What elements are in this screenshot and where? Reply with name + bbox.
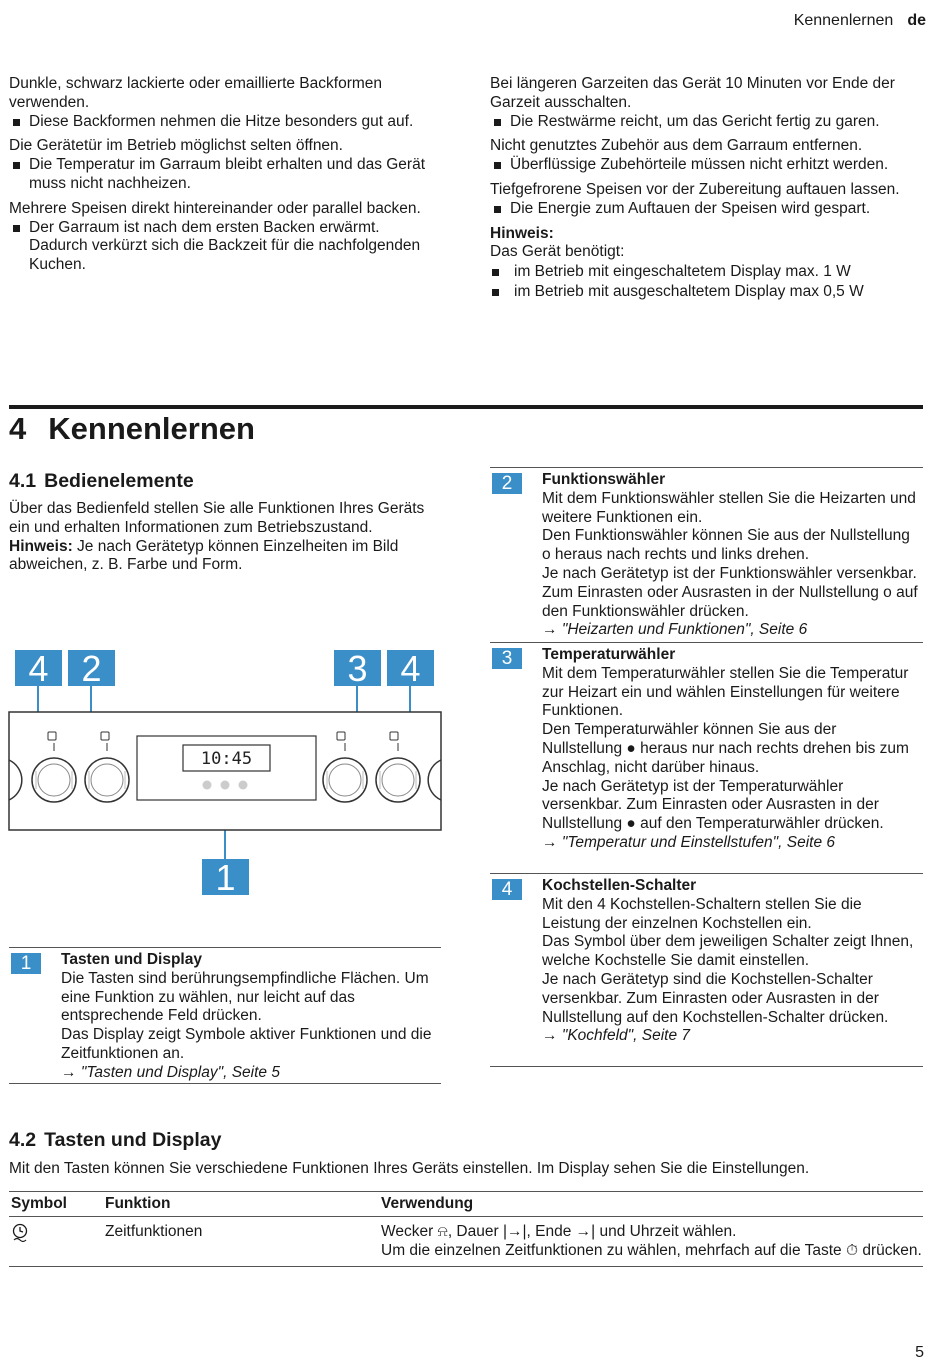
function-knob	[85, 758, 129, 802]
tip-bullet: Die Energie zum Auftauen der Speisen wird gespart.	[490, 200, 915, 219]
legend-text: Das Display zeigt Symbole aktiver Funktionen und die Zeitfunktionen an.	[61, 1026, 432, 1062]
tip-block	[9, 75, 439, 131]
temperature-knob	[323, 758, 367, 802]
table-header: Symbol	[9, 1192, 103, 1217]
legend-text: Mit dem Funktionswähler stellen Sie die Heizarten und weitere Funktionen ein.	[542, 489, 916, 526]
legend-text: Die Tasten sind berührungsempfindliche Flächen. Um eine Funktion zu wählen, nur leicht auf das entsprechende Feld drücken.	[61, 969, 429, 1025]
running-header	[794, 12, 926, 31]
chapter-heading	[9, 410, 255, 448]
note-block	[490, 225, 915, 302]
chapter-number: 4	[9, 411, 27, 446]
touch-key	[239, 781, 248, 790]
section-text: Über das Bedienfeld stellen Sie alle Funktionen Ihres Geräts ein und erhalten Informationen zum Betriebszustand.	[9, 500, 425, 536]
chapter-rule	[9, 405, 923, 409]
note-item: im Betrieb mit ausgeschaltetem Display max 0,5 W	[490, 283, 915, 302]
display-time: 10:45	[200, 749, 253, 769]
legend-item-4	[492, 877, 920, 1046]
legend-item-1	[11, 951, 441, 1083]
section-heading	[9, 469, 194, 493]
legend-badge: 1	[11, 953, 41, 974]
header-section: Kennenlernen	[793, 12, 894, 29]
note-item: im Betrieb mit eingeschaltetem Display max. 1 W	[490, 263, 915, 282]
tip-block	[490, 75, 915, 131]
legend-item-3	[492, 646, 920, 853]
legend-title: Tasten und Display	[61, 951, 202, 968]
legend-text: Den Funktionswähler können Sie aus der Nullstellung o heraus nach rechts und links drehen.	[542, 527, 910, 564]
callout-label: 3	[347, 648, 368, 689]
cross-reference: → "Temperatur und Einstellstufen", Seite 6	[542, 833, 836, 851]
section-hint: Hinweis: Je nach Gerätetyp können Einzelheiten im Bild abweichen, z. B. Farbe und Form.	[9, 537, 399, 574]
table-row	[9, 1216, 923, 1267]
tip-text: Dunkle, schwarz lackierte oder emaillierte Backformen verwenden.	[9, 75, 383, 111]
legend-title: Funktionswähler	[542, 471, 666, 488]
legend-badge: 2	[492, 473, 522, 494]
legend-title: Kochstellen-Schalter	[542, 877, 697, 894]
tip-block	[490, 137, 915, 175]
use-line: Wecker ⍾, Dauer |→|, Ende →| und Uhrzeit wählen.	[381, 1222, 737, 1240]
legend-title: Temperaturwähler	[542, 646, 676, 663]
callout-label: 2	[81, 648, 102, 689]
legend-text: Je nach Gerätetyp ist der Funktionswähler versenkbar. Zum Einrasten oder Ausrasten in der Nullstellung o auf den Funktionswähler drücken.	[542, 564, 918, 620]
section-title: Tasten und Display	[44, 1129, 222, 1151]
legend-badge: 4	[492, 879, 522, 900]
callout-label: 4	[400, 648, 421, 689]
callout-label: 4	[28, 648, 49, 689]
tip-text: Mehrere Speisen direkt hintereinander oder parallel backen.	[9, 199, 421, 217]
table-header: Verwendung	[379, 1192, 923, 1217]
tip-block	[490, 181, 915, 219]
use-line: Um die einzelnen Zeitfunktionen zu wählen, mehrfach auf die Taste ⏱ drücken.	[381, 1241, 922, 1259]
section-intro	[9, 500, 439, 575]
item-bottom-rule	[490, 1066, 923, 1067]
timer-clock-icon	[11, 1223, 29, 1243]
tip-block	[9, 137, 439, 193]
callout-label: 1	[215, 857, 236, 898]
section-title: Bedienelemente	[44, 470, 194, 492]
hob-knob	[376, 758, 420, 802]
tip-bullet: Diese Backformen nehmen die Hitze besonders gut auf.	[9, 113, 439, 132]
table-header-row	[9, 1192, 923, 1217]
cross-reference: → "Tasten und Display", Seite 5	[61, 1063, 280, 1081]
section-heading	[9, 1128, 221, 1152]
tip-text: Nicht genutztes Zubehör aus dem Garraum entfernen.	[490, 137, 863, 155]
header-language: de	[907, 12, 926, 29]
note-intro: Das Gerät benötigt:	[490, 243, 625, 261]
legend-badge: 3	[492, 648, 522, 669]
symbol-table	[9, 1191, 923, 1267]
touch-key	[221, 781, 230, 790]
top-left-column	[9, 75, 439, 281]
legend-text: Mit dem Temperaturwähler stellen Sie die Temperatur zur Heizart ein und wählen Einstellungen für weitere Funktionen.	[542, 664, 909, 720]
table-cell-function: Zeitfunktionen	[103, 1216, 379, 1267]
touch-key	[203, 781, 212, 790]
legend-text: Mit den 4 Kochstellen-Schaltern stellen Sie die Leistung der einzelnen Kochstellen ein.	[542, 895, 862, 932]
table-cell-symbol	[9, 1216, 103, 1267]
legend-text: Je nach Gerätetyp sind die Kochstellen-Schalter versenkbar. Zum Einrasten oder Ausrasten in der Nullstellung auf den Kochstellen-Schalter drücken.	[542, 970, 889, 1026]
cross-reference: → "Heizarten und Funktionen", Seite 6	[542, 621, 808, 639]
item-divider	[490, 642, 923, 643]
top-right-column	[490, 75, 915, 302]
tip-text: Tiefgefrorene Speisen vor der Zubereitung auftauen lassen.	[490, 180, 900, 198]
item-bottom-rule	[9, 1083, 441, 1084]
legend-text: Je nach Gerätetyp ist der Temperaturwähler versenkbar. Zum Einrasten oder Ausrasten in der Nullstellung ● auf den Temperaturwähler drücken.	[542, 777, 884, 833]
legend-text: Den Temperaturwähler können Sie aus der Nullstellung ● heraus nur nach rechts drehen bis zum Anschlag, nicht darüber hinaus.	[542, 721, 909, 776]
hob-knob	[32, 758, 76, 802]
tip-bullet: Überflüssige Zubehörteile müssen nicht erhitzt werden.	[490, 156, 915, 175]
page-number: 5	[915, 1344, 924, 1362]
chapter-title: Kennenlernen	[48, 411, 255, 446]
item-top-rule	[9, 947, 441, 948]
legend-text: Das Symbol über dem jeweiligen Schalter zeigt Ihnen, welche Kochstelle Sie damit einstellen.	[542, 933, 914, 970]
section-number: 4.2	[9, 1129, 37, 1151]
tip-block	[9, 200, 439, 275]
item-divider	[490, 873, 923, 874]
section-number: 4.1	[9, 470, 37, 492]
note-label: Hinweis:	[490, 224, 554, 242]
cross-reference: → "Kochfeld", Seite 7	[542, 1027, 691, 1045]
legend-item-2	[492, 471, 920, 640]
table-cell-use	[379, 1216, 923, 1267]
control-panel-figure	[0, 645, 450, 900]
tip-text: Bei längeren Garzeiten das Gerät 10 Minuten vor Ende der Garzeit ausschalten.	[490, 75, 895, 111]
table-header: Funktion	[103, 1192, 379, 1217]
tip-bullet: Die Temperatur im Garraum bleibt erhalten und das Gerät muss nicht nachheizen.	[9, 156, 439, 194]
item-top-rule	[490, 467, 923, 468]
section-text: Mit den Tasten können Sie verschiedene Funktionen Ihres Geräts einstellen. Im Display sehen Sie die Einstellungen.	[9, 1160, 810, 1177]
tip-bullet: Der Garraum ist nach dem ersten Backen erwärmt. Dadurch verkürzt sich die Backzeit für die nachfolgenden Kuchen.	[9, 219, 439, 275]
tip-text: Die Gerätetür im Betrieb möglichst selten öffnen.	[9, 137, 343, 155]
tip-bullet: Die Restwärme reicht, um das Gericht fertig zu garen.	[490, 113, 915, 132]
